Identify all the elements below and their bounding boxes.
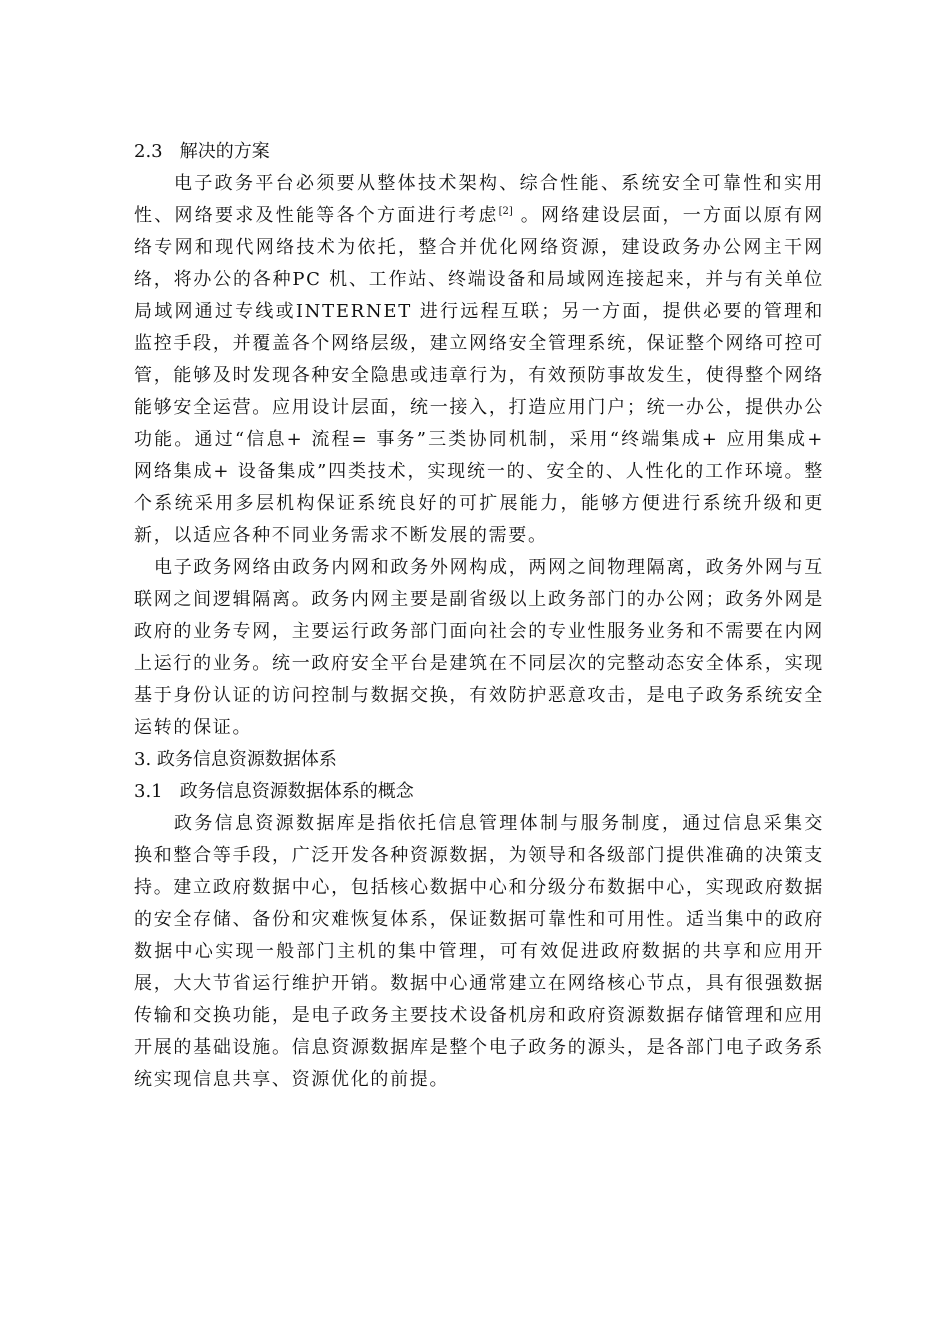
paragraph-text: 。网络建设层面，一方面以原有网络专网和现代网络技术为依托，整合并优化网络资源，建设政务办公网主干网络，将办公的各种PC 机、工作站、终端设备和局域网连接起来，并与有关单位局域网通过专线或INTERNET 进行远程互联；另一方面，提供必要的管理和监控手段，并覆盖各个网络层级，建立网络安全管理系统，保证整个网络可控可管，能够及时发现各种安全隐患或违章行为，有效预防事故发生，使得整个网络能够安全运营。应用设计层面，统一接入，打造应用门户；统一办公，提供办公功能。通过“信息+ 流程= 事务”三类协同机制，采用“终端集成+ 应用集成+ 网络集成+ 设备集成”四类技术，实现统一的、安全的、人性化的工作环境。整个系统采用多层机构保证系统良好的可扩展能力，能够方便进行系统升级和更新，以适应各种不同业务需求不断发展的需要。 bbox=[134, 205, 824, 546]
section-heading-3-1: 3.1 政务信息资源数据体系的概念 bbox=[134, 781, 414, 802]
paragraph-text: 电子政务平台必须要从整体技术架构、综合性能、系统安全可靠性和实用性、网络要求及性能等各个方面进行考虑 bbox=[134, 173, 824, 226]
paragraph-data-system-concept: 政务信息资源数据库是指依托信息管理体制与服务制度，通过信息采集交换和整合等手段，广泛开发各种资源数据，为领导和各级部门提供准确的决策支持。建立政府数据中心，包括核心数据中心和分级分布数据中心，实现政府数据的安全存储、备份和灾难恢复体系，保证数据可靠性和可用性。适当集中的政府数据中心实现一般部门主机的集中管理，可有效促进政府数据的共享和应用开展，大大节省运行维护开销。数据中心通常建立在网络核心节点，具有很强数据传输和交换功能，是电子政务主要技术设备机房和政府资源数据存储管理和应用开展的基础设施。信息资源数据库是整个电子政务的源头，是各部门电子政务系统实现信息共享、资源优化的前提。 bbox=[134, 813, 824, 1090]
paragraph-network-structure: 电子政务网络由政务内网和政务外网构成，两网之间物理隔离，政务外网与互联网之间逻辑隔离。政务内网主要是副省级以上政务部门的办公网；政务外网是政府的业务专网，主要运行政务部门面向社会的专业性服务业务和不需要在内网上运行的业务。统一政府安全平台是建筑在不同层次的完整动态安全体系，实现基于身份认证的访问控制与数据交换，有效防护恶意攻击，是电子政务系统安全运转的保证。 bbox=[134, 557, 824, 738]
citation-reference: [2] bbox=[498, 206, 513, 217]
section-heading-2-3: 2.3 解决的方案 bbox=[134, 141, 270, 162]
paragraph-solution-overview bbox=[134, 168, 824, 552]
section-heading-3: 3. 政务信息资源数据体系 bbox=[134, 749, 337, 770]
document-body bbox=[134, 136, 824, 1096]
